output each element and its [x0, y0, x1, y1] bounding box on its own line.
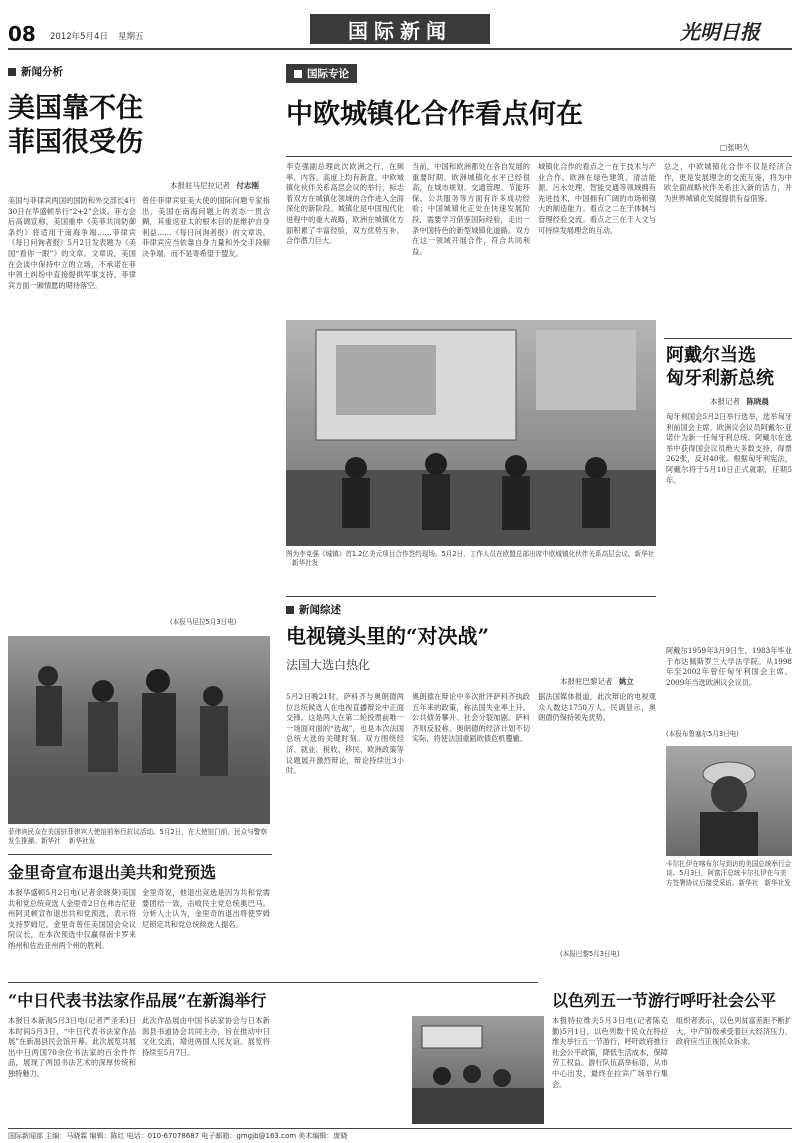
karzai-portrait — [666, 746, 792, 856]
review-byline: 本报驻巴黎记者 姚立 — [560, 677, 634, 686]
summit-photo — [286, 320, 656, 546]
footer-rule — [8, 1128, 792, 1129]
review-label: 新闻综述 — [286, 602, 341, 617]
commentary-title: 中欧城镇化合作看点何在 — [286, 99, 583, 130]
page-number: 08 — [8, 22, 36, 46]
calligraphy-body-col2: 此次作品展由中国书法家协会与日本新潟县书道协会共同主办，旨在推动中日文化交流，增进两国人民友谊。展览将持续至5月7日。 — [142, 1016, 270, 1057]
calligraphy-body-col1: 本报日本新潟5月3日电(记者严圣禾)日本时间5月3日，“中日代表书法家作品展”在新潟县民会馆开幕。此次展览共展出中日两国70余位书法家的百余件作品，展现了两国书法艺术的深厚传统和独特魅力。 — [8, 1016, 136, 1078]
section-title: 国际新闻 — [348, 18, 452, 43]
gingrich-body-col1: 本报华盛顿5月2日电(记者余晓葵)美国共和党总统竞选人金里奇2日在弗吉尼亚州阿灵顿宣布退出共和党预选，表示将支持罗姆尼。金里奇曾任美国国会众议院议长，在本次预选中仅赢得南卡罗来纳州和佐治亚州两个州的胜利。 — [8, 888, 136, 950]
center-rule — [286, 596, 656, 597]
issue-date: 2012年5月4日 — [50, 32, 108, 42]
hungary-title: 阿戴尔当选 匈牙利新总统 — [666, 345, 774, 389]
section-title-box — [310, 14, 490, 44]
hungary-tail: (本报布鲁塞尔5月3日电) — [666, 730, 739, 738]
commentary-col4: 总之，中欧城镇化合作不仅是经济合作，更是发展理念的交流互鉴，将为中欧全面战略伙伴关系注入新的活力，并为世界城镇化发展提供有益借鉴。 — [664, 162, 792, 203]
israel-body-col1: 本报特拉维夫5月3日电(记者陈克勤)5月1日，以色列数千民众在特拉维夫举行五一节游行，呼吁政府推行社会公平政策，降低生活成本，保障劳工权益。游行队伍高举标语，从市中心出发，最终在拉宾广场举行集会。 — [552, 1016, 668, 1089]
protest-caption: 菲律宾民众在美国驻菲律宾大使馆前举行抗议活动。5月2日，在大使馆门前，民众与警察发生推搡。新华社 新华社发 — [8, 828, 267, 846]
review-col2: 奥朗德在辩论中多次批评萨科齐执政五年来的政策，称法国失业率上升、公共债务攀升、社会分裂加剧。萨科齐则反驳称，奥朗德的经济计划不切实际，将使法国重蹈欧债危机覆辙。 — [412, 692, 530, 744]
commentary-col3: 城镇化合作的看点之一在于技术与产业合作。欧洲在绿色建筑、清洁能源、污水处理、智能交通等领域拥有先进技术，中国拥有广阔的市场和强大的制造能力。看点之二在于体制与管理经验交流。看点之三在于人文与可持续发展理念的互动。 — [538, 162, 656, 235]
review-tail: (本报巴黎5月3日电) — [560, 950, 620, 958]
left-rule-1 — [8, 854, 272, 855]
karzai-caption: 卡尔扎伊在喀布尔与到访的美国总统举行会谈。5月3日，阿富汗总统卡尔扎伊在与美方签署协议后接受采访。新华社 新华社发 — [666, 860, 792, 887]
israel-photo — [412, 1016, 544, 1124]
israel-title: 以色列五一节游行呼吁社会公平 — [552, 991, 777, 1010]
analysis-label: 新闻分析 — [8, 64, 63, 79]
gingrich-title: 金里奇宣布退出美共和党预选 — [8, 863, 217, 882]
right-rule-1 — [664, 338, 792, 339]
hungary-byline: 本报记者 陈晓晨 — [710, 397, 769, 406]
hungary-body2: 阿戴尔1959年3月9日生，1983年毕业于布达佩斯罗兰大学法学院。从1998年至2002年曾任匈牙利国会主席。2009年当选欧洲议会议员。 — [666, 646, 792, 687]
footer-text: 国际新闻部 主编：马晓霖 编辑：陈红 电话：010-67078687 电子邮箱：gmgjb@163.com 美术编辑：庞晓 — [8, 1132, 348, 1140]
masthead-rule — [8, 48, 792, 50]
protest-photo-figures — [8, 636, 270, 824]
analysis-tail: (本报马尼拉5月3日电) — [170, 618, 237, 626]
summit-photo-scene — [286, 320, 656, 546]
analysis-body-col2: 曾任菲律宾驻美大使的国际问题专家指出，美国在南海问题上的表态一贯含糊，其重返亚太的根本目的是维护自身利益……《每日问询者报》的文章说，菲律宾应当依靠自身力量和外交手段解决争端，而不是寄希望于盟友。 — [142, 196, 270, 258]
israel-march-scene — [412, 1016, 544, 1124]
commentary-col1: 李克强副总理此次欧洲之行，在频率、内容、高度上均有新意。中欧城镇化伙伴关系高层会议的举行，标志着双方在城镇化领域的合作进入全面深化的新阶段。城镇化是中国现代化进程中的重大战略，欧洲在城镇化方面积累了丰富经验，双方优势互补，合作潜力巨大。 — [286, 162, 404, 246]
summit-caption: 图为李克强《城镇》首1.2亿美元项目合作签约现场。5月2日，工作人员在欧盟总部出席中欧城镇化伙伴关系高层会议。新华社 新华社发 — [286, 550, 655, 568]
hungary-body: 匈牙利国会5月2日举行选举，选举匈牙利前国会主席、欧洲议会议员阿戴尔·亚诺什为新一任匈牙利总统。阿戴尔在选举中获得国会议员绝大多数支持，得票262张，反对40张。根据匈牙利宪法，阿戴尔将于5月10日正式就职，任期5年。 — [666, 412, 792, 485]
review-title: 电视镜头里的“对决战” — [286, 624, 490, 648]
paper-logo: 光明日报 — [680, 20, 760, 44]
commentary-col2: 当前，中国和欧洲都处在各自发展的重要时期。欧洲城镇化水平已经很高，在城市规划、交通管理、节能环保、公共服务等方面有许多成功经验；中国城镇化正处在快速发展阶段，需要学习借鉴国际经验，走出一条中国特色的新型城镇化道路。双方在这一领域开展合作，符合共同利益。 — [412, 162, 530, 256]
review-col1: 5月2日晚21时，萨科齐与奥朗德两位总统候选人在电视直播辩论中正面交锋。这是两人在第二轮投票前唯一一场面对面的“选战”，也是本次法国总统大选的关键时刻。双方围绕经济、就业、税收、移民、欧洲政策等议题展开激烈辩论，辩论持续近3小时。 — [286, 692, 404, 776]
left-rule-2 — [8, 982, 538, 983]
protest-photo — [8, 636, 270, 824]
karzai-photo — [666, 746, 792, 856]
review-col3: 据法国媒体报道，此次辩论的电视观众人数达1750万人。民调显示，奥朗德仍保持领先优势。 — [538, 692, 656, 723]
gingrich-body-col2: 金里奇说，他退出竞选是因为共和党需要团结一致，击败民主党总统奥巴马。分析人士认为，金里奇的退出将使罗姆尼锁定共和党总统候选人提名。 — [142, 888, 270, 929]
issue-weekday: 星期五 — [118, 32, 144, 42]
analysis-body-col1: 美国与菲律宾两国的国防和外交部长4月30日在华盛顿举行“2+2”会谈。菲方会后高调宣称，美国重申《美菲共同防御条约》将适用于南海争端……菲律宾《每日问询者报》5月2日发表题为《美国“看你一眼”》的文章。文章说，美国在会谈中保持中立的立场，不承诺在菲中领土纠纷中直接提供军事支持，菲律宾方面一厢情愿的期待落空。 — [8, 196, 136, 290]
review-subtitle: 法国大选白热化 — [286, 658, 371, 672]
commentary-label: 国际专论 — [286, 64, 357, 83]
commentary-byline: □张明久 — [720, 143, 750, 152]
analysis-byline: 本报驻马尼拉记者 付志刚 — [170, 181, 259, 190]
masthead — [0, 0, 800, 62]
israel-body-col2: 组织者表示，以色列贫富差距不断扩大，中产阶级承受着巨大经济压力，政府应当正视民众诉求。 — [676, 1016, 792, 1047]
calligraphy-title: “中日代表书法家作品展”在新潟举行 — [8, 991, 267, 1010]
analysis-title: 美国靠不住 菲国很受伤 — [8, 93, 143, 158]
commentary-rule — [286, 156, 792, 157]
